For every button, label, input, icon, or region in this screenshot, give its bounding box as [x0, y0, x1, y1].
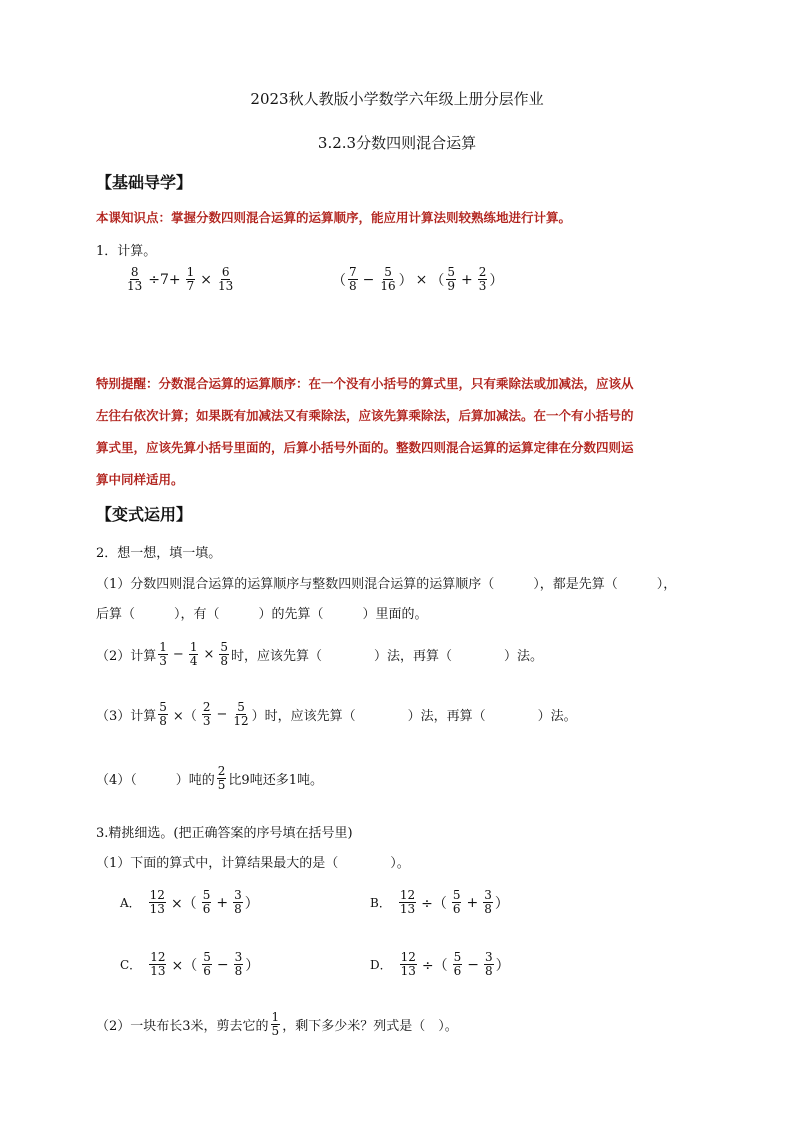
fraction: $\frac{8}{13}$: [127, 265, 143, 293]
fraction: $\frac{5}{8}$: [159, 700, 167, 728]
fraction: $\frac{12}{13}$: [400, 950, 416, 978]
tip-line-4: 算中同样适用。: [96, 472, 184, 487]
expression-1: $\frac{8}{13}$ ÷7+ $\frac{1}{7}$ × $\frac{6}{13}$: [127, 265, 234, 293]
fraction: $\frac{12}{13}$: [149, 888, 165, 916]
fraction: $\frac{5}{6}$: [453, 950, 462, 978]
fraction: $\frac{5}{6}$: [452, 888, 461, 916]
option-c: C． $\frac{12}{13}$ ×（ $\frac{5}{6}$ − $\frac{3}{8}$ ）: [120, 950, 260, 978]
question-2-2: （2）计算 $\frac{1}{3}$ − $\frac{1}{4}$ × $\frac{5}{8}$ 时，应该先算（ ）法，再算（ ）法。: [96, 640, 544, 668]
section-heading-basic: 【基础导学】: [96, 173, 193, 192]
expression-2: （ $\frac{7}{8}$ − $\frac{5}{16}$ ） × （ $\frac{5}{9}$ + $\frac{2}{3}$ ）: [332, 265, 504, 293]
fraction: $\frac{12}{13}$: [399, 888, 416, 916]
question-2-label: 2．想一想，填一填。: [96, 546, 222, 561]
question-2-1-line-2: 后算（ ），有（ ）的先算（ ）里面的。: [96, 607, 428, 622]
option-b: B． $\frac{12}{13}$ ÷（ $\frac{5}{6}$ + $\frac{3}{8}$ ）: [370, 888, 509, 916]
fraction: $\frac{2}{3}$: [202, 700, 211, 728]
fraction: $\frac{5}{9}$: [447, 265, 456, 293]
question-3-1: （1）下面的算式中，计算结果最大的是（ ）。: [96, 856, 410, 871]
document-title: 2023秋人教版小学数学六年级上册分层作业: [250, 90, 544, 108]
question-2-3: （3）计算 $\frac{5}{8}$ ×（ $\frac{2}{3}$ − $\frac{5}{12}$ ）时，应该先算（ ）法，再算（ ）法。: [96, 700, 577, 728]
tip-line-3: 算式里，应该先算小括号里面的，后算小括号外面的。整数四则混合运算的运算定律在分数四则运: [96, 440, 634, 455]
option-d: D． $\frac{12}{13}$ ÷（ $\frac{5}{6}$ − $\frac{3}{8}$ ）: [370, 950, 510, 978]
tip-line-2: 左往右依次计算；如果既有加减法又有乘除法，应该先算乘除法，后算加减法。在一个有小括号的: [96, 408, 634, 423]
fraction: $\frac{5}{6}$: [202, 888, 211, 916]
question-2-1-line-1: （1）分数四则混合运算的运算顺序与整数四则混合运算的运算顺序（ ），都是先算（ ），: [96, 577, 677, 592]
fraction: $\frac{7}{8}$: [349, 265, 357, 293]
fraction: $\frac{5}{8}$: [220, 640, 229, 668]
question-3-2: （2）一块布长3米，剪去它的 $\frac{1}{5}$ ，剩下多少米？列式是（ ）。: [96, 1010, 458, 1038]
document-subtitle: 3.2.3分数四则混合运算: [317, 134, 477, 152]
fraction: $\frac{3}{8}$: [234, 950, 243, 978]
fraction: $\frac{1}{4}$: [189, 640, 198, 668]
fraction: $\frac{5}{6}$: [203, 950, 211, 978]
fraction: $\frac{6}{13}$: [218, 265, 234, 293]
question-2-4: （4）（ ）吨的 $\frac{2}{5}$ 比9吨还多1吨。: [96, 764, 323, 792]
question-3-label: 3.精挑细选。(把正确答案的序号填在括号里): [96, 826, 353, 841]
fraction: $\frac{1}{7}$: [186, 265, 195, 293]
tip-line-1: 特别提醒：分数混合运算的运算顺序：在一个没有小括号的算式里，只有乘除法或加减法，应该从: [96, 376, 634, 391]
fraction: $\frac{3}{8}$: [485, 950, 493, 978]
knowledge-point: 本课知识点：掌握分数四则混合运算的运算顺序，能应用计算法则较熟练地进行计算。: [96, 210, 572, 225]
fraction: $\frac{5}{16}$: [380, 265, 396, 293]
fraction: $\frac{3}{8}$: [234, 888, 242, 916]
fraction: $\frac{1}{3}$: [159, 640, 167, 668]
option-a: A． $\frac{12}{13}$ ×（ $\frac{5}{6}$ + $\frac{3}{8}$ ）: [120, 888, 259, 916]
fraction: $\frac{2}{5}$: [217, 764, 226, 792]
section-heading-variant: 【变式运用】: [96, 505, 193, 524]
fraction: $\frac{3}{8}$: [484, 888, 492, 916]
fraction: $\frac{12}{13}$: [150, 950, 166, 978]
fraction: $\frac{5}{12}$: [233, 700, 249, 728]
fraction: $\frac{1}{5}$: [271, 1010, 280, 1038]
fraction: $\frac{2}{3}$: [478, 265, 487, 293]
question-1-label: 1．计算。: [96, 244, 157, 259]
